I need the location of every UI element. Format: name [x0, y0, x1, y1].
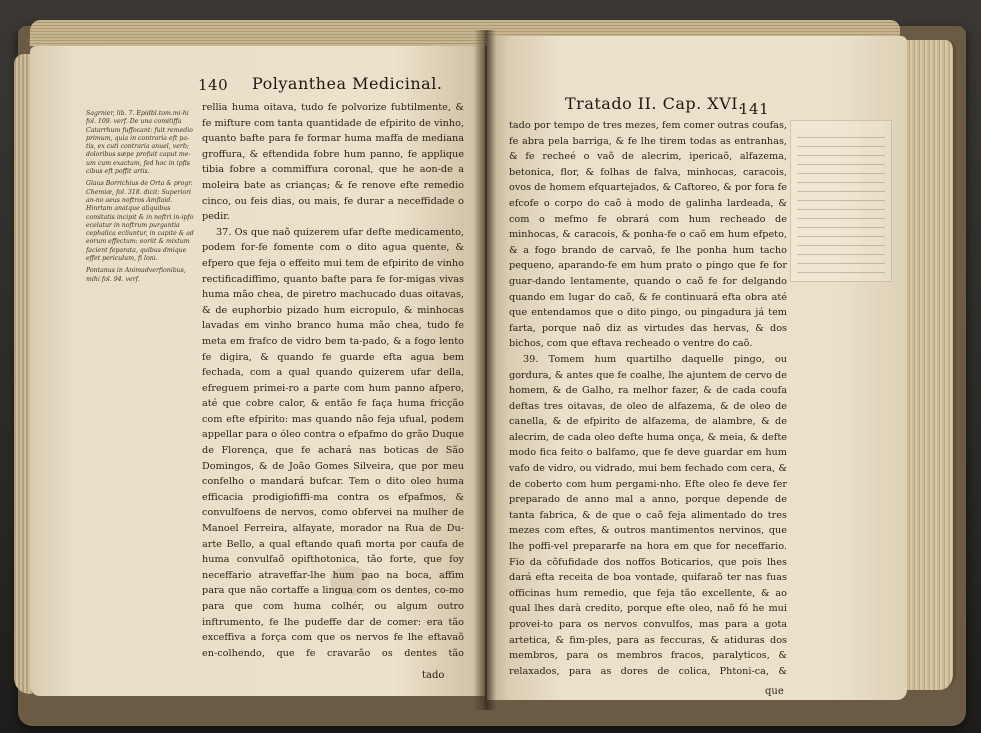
paragraph: tado por tempo de tres mezes, fem comer outras coufas, fe abra pela barriga, & fe lhe tirem todas as entranhas, & fe recheé o vaõ de alecrim, ipericaõ, alfazema, betonica, flor, & folhas de falva, minhocas, caracois, ovos de homem efquartejados, & Caftoreo, & por fora fe efcofe o corpo do caõ à modo de galinha lardeada, & com o mefmo fe obrará com hum recheado de minhocas, & caracois, & ponha-fe o caõ em hum efpeto, & a fogo brando de carvaõ, fe lhe ponha hum tacho pequeno, aparando-fe em hum prato o pingo que fe for guar-dando lentamente, quando o caõ fe for delgando quando em lugar do caõ, & fe continuará efta obra até que entendamos que o dito pingo, ou pingadura já tem farta, porque naõ diz as virtudes das hervas, & dos bichos, com que eftava recheado o ventre do caõ.: [509, 120, 787, 350]
show-through-lines: [797, 129, 885, 273]
paragraph: rellia huma oitava, tudo fe polvorize fubtilmente, & fe mifture com tanta quantidade de efpirito de vinho, quanto bafte para fe formar huma maffa de mediana groffura, & eftendida fobre hum panno, fe applique tibia fobre a commiffura coronal, que he aon-de a moleira bate as crianças; & fe renove efte remedio cinco, ou feis dias, ou mais, fe durar a neceffidade o pedir.: [202, 102, 464, 223]
catchword: que: [765, 686, 784, 697]
body-text: [202, 100, 464, 660]
page-number: 140: [198, 76, 229, 94]
marginal-note: Sagrnier, lib. 7. Epidbl.tom.mi-hi fol. 109. verf. De una comitiffa Catarrhum fuffocant: fuit remedio primum, quia in contraria eft pa-tis, ex cuti contraria anuel, verb; doloribus sæpe profuit caput me-um cum exactum, fed hoc in ipfis cibus eft poffit artis.: [86, 110, 193, 176]
page-number: 141: [739, 100, 770, 118]
marginal-note: Glaus Borrichius de Orta & progr. Chemiæ, fol. 318. dicit: Superiori an-no aeus noftros Amfiaid. Hinrtam anatque aliquibus comitatis incipit & in noftri in-ipfo ecelatur in noftrum purgantia cephalica ecliuntur, in capite & ad eorum effectum: eoriit & mixtum facient feparata, quibus dmique effet periculum, fi loni.: [86, 180, 194, 263]
show-through-text: [790, 120, 892, 282]
catchword: tado: [422, 670, 445, 681]
book-gutter: [474, 30, 496, 710]
running-head: Tratado II. Cap. XVI.: [565, 94, 744, 113]
paragraph: 37. Os que naõ quizerem ufar defte medicamento, podem for-fe fomente com o dito agua quente, & efpero que feja o effeito mui tem de efpirito de vinho rectificadiffimo, quanto bafte para fe for-migas vivas huma mão chea, de piretro machucado duas oitavas, & de euphorbio pizado hum eicropulo, & minhocas lavadas em vinho branco huma mão chea, tudo fe meta em frafco de vidro bem ta-pado, & a fogo lento fe digira, & quando fe guarde efta agua bem fechada, com a qual quando quizerem ufar della, efreguem primei-ro a parte com hum panno afpero, até que cobre calor, & então fe faça huma fricção com efte efpirito: mas quando não feja ufual, podem appellar para o óleo contra o efpafmo do grão Duque de Florença, que fe achará nas boticas de São Domingos, & de João Gomes Silveira, que por meu confelho o mandará bufcar. Tem o dito oleo huma efficacia prodigiofiffi-ma contra os efpafmos, & convulfoens de nervos, como obfervei na mulher de Manoel Ferreira, alfayate, morador na Rua de Du-arte Bello, a qual eftando quafi morta por caufa de huma convulfaõ opifthotonica, tão forte, que foy neceffario atraveffar-lhe hum pao na boca, affim para que não cortaffe a lingua com os dentes, co-mo para que com huma colhér, ou algum outro inftrumento, fe lhe pudeffe dar de comer: era tão exceffiva a força com que os nervos fe lhe eftavaõ en-colhendo, que fe cravarão os dentes tão: [202, 226, 464, 659]
left-page: [30, 46, 485, 696]
body-text: [509, 118, 787, 678]
marginal-notes: [86, 110, 198, 370]
right-page-stack: [907, 40, 956, 690]
paragraph: 39. Tomem hum quartilho daquelle pingo, ou gordura, & antes que fe coalhe, lhe ajuntem de cervo de homem, & de Galho, ra melhor fazer, & de cada coufa deftas tres oitavas, de oleo de alfazema, & de oleo de canella, & de efpirito de alfazema, de alambre, & de alecrim, de cada oleo defte huma onça, & meia, & defte modo fica feito o balfamo, que fe deve guardar em hum vafo de vidro, ou vidrado, mui bem fechado com cera, & de coberto com hum pergami-nho. Efte oleo fe deve fer preparado de anno mal a anno, porque depende de tanta fabrica, & de que o caõ feja alimentado do tres mezes com eftes, & outros mantimentos nervinos, que lhe poffi-vel prepararfe na hora em que for neceffario. Fio da cõfufidade dos noffos Boticarios, que pois lhes dará efta receita de boa vontade, quifaraõ ter nas fuas officinas hum remedio, que feja tão excellente, & ao qual lhes darà credito, porque efte oleo, naõ fó he mui provei-to para os nervos convulfos, mas para a gota artetica, & fim-ples, para as feccuras, & atiduras dos membros, para os membros fracos, paralyticos, & relaxados, para as dores de colica, Phtoni-ca, &: [509, 353, 787, 677]
running-head: Polyanthea Medicinal.: [252, 74, 443, 93]
marginal-note: Pontanus in Animadverfionibus, mihi fol. 94. verf.: [86, 267, 186, 283]
